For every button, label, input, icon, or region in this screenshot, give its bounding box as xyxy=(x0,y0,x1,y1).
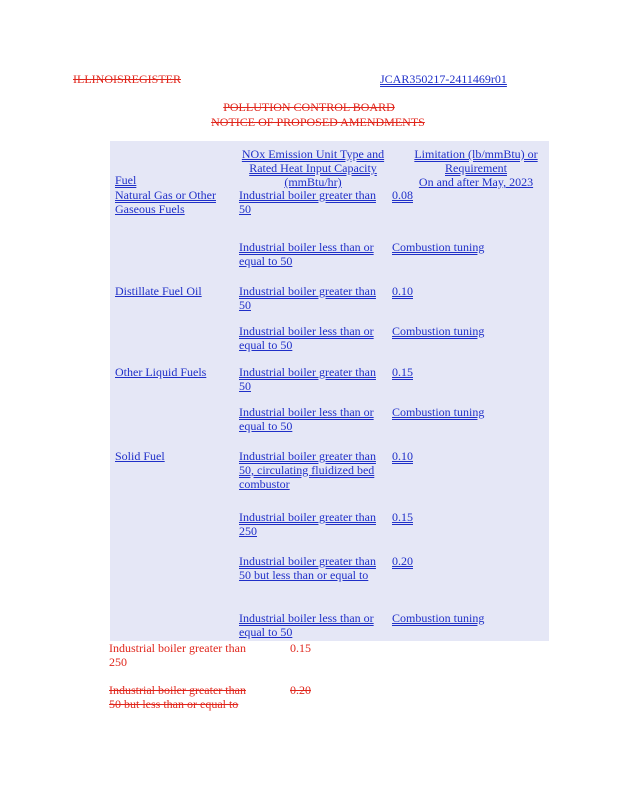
jcar-reference: JCAR350217-2411469r01 xyxy=(380,72,507,86)
unit-line-2: equal to 50 xyxy=(239,419,293,433)
header-unit-line-1: NOx Emission Unit Type and xyxy=(241,147,385,161)
fuel-line-1: Natural Gas or Other xyxy=(115,188,216,202)
row-unit xyxy=(239,554,392,582)
unit-line-2: 50 but less than or equal to xyxy=(239,568,369,582)
unit-line-1: Industrial boiler greater than xyxy=(239,449,376,463)
fuel-line-1: Solid Fuel xyxy=(115,449,165,463)
header-fuel: Fuel xyxy=(115,173,137,187)
row-limit: Combustion tuning xyxy=(392,324,485,338)
header-limitation xyxy=(405,147,547,189)
unit-line-1: Industrial boiler less than or xyxy=(239,405,374,419)
row-limit: 0.20 xyxy=(392,554,413,568)
row-fuel xyxy=(115,188,221,216)
unit-line-1: Industrial boiler less than or xyxy=(239,611,374,625)
row-unit xyxy=(239,188,392,216)
unit-line-2: equal to 50 xyxy=(239,625,293,639)
row-fuel xyxy=(115,284,221,298)
row-limit: 0.15 xyxy=(392,365,413,379)
deleted-row-unit xyxy=(109,683,269,711)
header-unit-line-3: (mmBtu/hr) xyxy=(284,175,342,189)
row-unit xyxy=(239,324,392,352)
unit-line-1: Industrial boiler greater than xyxy=(239,284,376,298)
unit-line-1: Industrial boiler greater than xyxy=(239,554,376,568)
header-limit-line-2: Requirement xyxy=(445,161,507,175)
notice-title: NOTICE OF PROPOSED AMENDMENTS xyxy=(211,115,425,129)
row-fuel xyxy=(115,365,221,379)
unit-line-2: 250 xyxy=(109,655,127,669)
unit-line-2: 50 xyxy=(239,202,251,216)
deleted-row-unit xyxy=(109,641,269,669)
unit-line-2: 50, circulating fluidized bed xyxy=(239,463,375,477)
row-limit: Combustion tuning xyxy=(392,240,485,254)
unit-line-2: 50 but less than or equal to xyxy=(109,697,239,711)
deleted-row-limit: 0.20 xyxy=(290,683,311,697)
row-limit: 0.15 xyxy=(392,510,413,524)
unit-line-2: 50 xyxy=(239,298,251,312)
unit-line-1: Industrial boiler less than or xyxy=(239,240,374,254)
header-limit-line-1: Limitation (lb/mmBtu) or xyxy=(414,147,538,161)
row-limit: 0.10 xyxy=(392,449,413,463)
deleted-row-limit: 0.15 xyxy=(290,641,311,655)
row-unit xyxy=(239,365,392,393)
row-unit xyxy=(239,284,392,312)
header-unit-line-2: Rated Heat Input Capacity xyxy=(249,161,377,175)
row-limit: 0.10 xyxy=(392,284,413,298)
row-unit xyxy=(239,611,392,639)
row-limit: Combustion tuning xyxy=(392,405,485,419)
unit-line-2: 250 xyxy=(239,524,257,538)
header-unit-type xyxy=(239,147,387,189)
row-unit xyxy=(239,449,392,491)
row-unit xyxy=(239,240,392,268)
unit-line-1: Industrial boiler less than or xyxy=(239,324,374,338)
row-unit xyxy=(239,510,392,538)
unit-line-1: Industrial boiler greater than xyxy=(239,510,376,524)
row-limit: 0.08 xyxy=(392,188,413,202)
header-limit-line-3: On and after May, 2023 xyxy=(418,175,534,189)
row-fuel xyxy=(115,449,221,463)
unit-line-2: equal to 50 xyxy=(239,338,293,352)
fuel-line-2: Gaseous Fuels xyxy=(115,202,185,216)
unit-line-2: equal to 50 xyxy=(239,254,293,268)
unit-line-1: Industrial boiler greater than xyxy=(239,188,376,202)
unit-line-1: Industrial boiler greater than xyxy=(109,641,246,655)
board-title: POLLUTION CONTROL BOARD xyxy=(223,100,395,114)
register-header: ILLINOISREGISTER xyxy=(73,72,181,86)
fuel-line-1: Other Liquid Fuels xyxy=(115,365,207,379)
unit-line-2: 50 xyxy=(239,379,251,393)
unit-line-1: Industrial boiler greater than xyxy=(239,365,376,379)
unit-line-1: Industrial boiler greater than xyxy=(109,683,246,697)
fuel-line-1: Distillate Fuel Oil xyxy=(115,284,202,298)
row-unit xyxy=(239,405,392,433)
row-limit: Combustion tuning xyxy=(392,611,485,625)
unit-line-3: combustor xyxy=(239,477,290,491)
